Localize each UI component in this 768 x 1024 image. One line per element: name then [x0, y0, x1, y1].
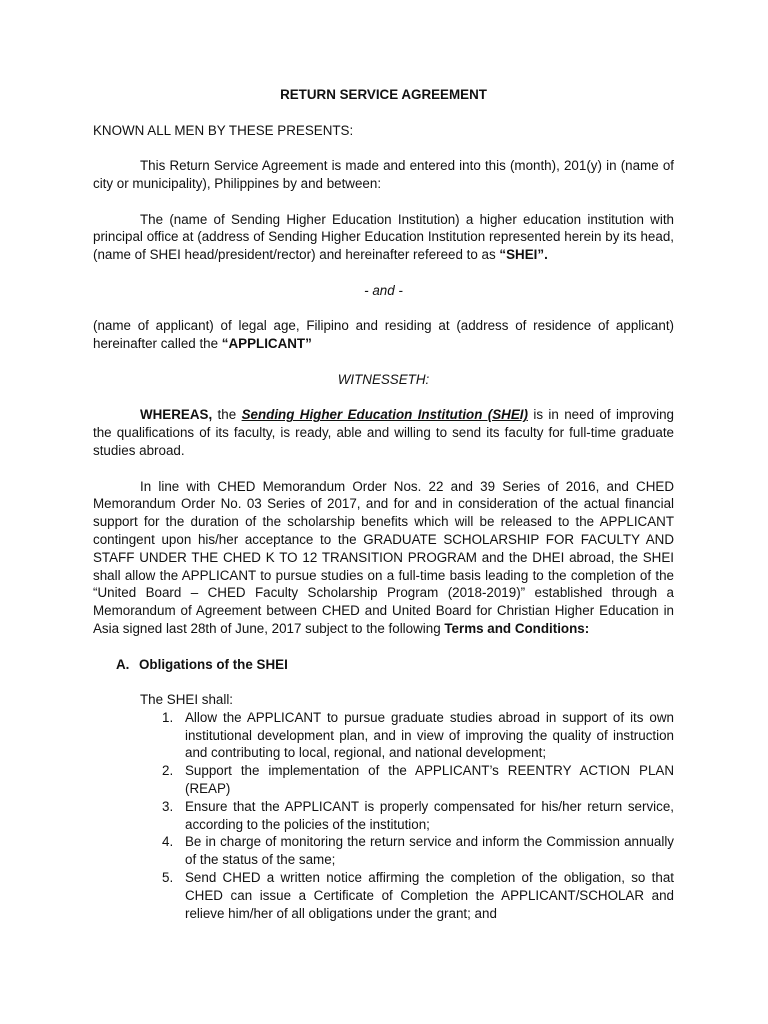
list-item — [162, 762, 674, 798]
list-item-number: 1. — [162, 709, 174, 725]
list-item-number: 2. — [162, 763, 174, 779]
terms-and-conditions: Terms and Conditions: — [444, 620, 590, 636]
and-separator: - and - — [364, 282, 403, 298]
whereas-the: the — [212, 407, 242, 423]
obligations-list — [93, 709, 674, 923]
list-item-text: Be in charge of monitoring the return service and inform the Commission annually of the status of the same; — [185, 834, 674, 868]
document-page — [93, 86, 674, 922]
party2-text: (name of applicant) of legal age, Filipino and residing at (address of residence of applicant) hereinafter called the — [93, 318, 674, 352]
party1-paragraph — [93, 211, 674, 264]
party1-alias: “SHEI”. — [499, 247, 548, 263]
list-item-text: Send CHED a written notice affirming the completion of the obligation, so that CHED can issue a Certificate of Completion the APPLICANT/SCHOLAR and relieve him/her of all obligations under the grant; and — [185, 870, 674, 921]
party2-alias: “APPLICANT” — [221, 336, 312, 352]
section-a-intro: The SHEI shall: — [140, 692, 234, 708]
witnesseth-heading: WITNESSETH: — [337, 371, 430, 387]
party2-paragraph — [93, 317, 674, 353]
whereas-rest: is in need of improving the qualifications of its faculty, is ready, able and willing to send its faculty for full-time graduate studies abroad. — [93, 407, 675, 458]
list-item-text: Allow the APPLICANT to pursue graduate studies abroad in support of its own institutional development plan, and in view of improving the quality of instruction and contributing to local, regional, and national development; — [185, 709, 674, 761]
section-a-heading — [116, 656, 674, 674]
list-item-text: Support the implementation of the APPLICANT’s REENTRY ACTION PLAN (REAP) — [185, 763, 674, 797]
list-item — [162, 709, 674, 762]
salutation: KNOWN ALL MEN BY THESE PRESENTS: — [93, 122, 354, 138]
whereas-paragraph — [93, 406, 674, 459]
list-item-number: 3. — [162, 798, 174, 814]
document-title: RETURN SERVICE AGREEMENT — [280, 87, 487, 102]
list-item — [162, 798, 674, 834]
whereas-entity: Sending Higher Education Institution (SHEI) — [241, 407, 528, 423]
list-item-number: 4. — [162, 834, 174, 850]
list-item-number: 5. — [162, 870, 174, 886]
list-item — [162, 869, 674, 922]
list-item-text: Ensure that the APPLICANT is properly compensated for his/her return service, according to the policies of the institution; — [185, 798, 674, 832]
inline-paragraph — [93, 478, 674, 638]
list-item — [162, 833, 674, 869]
intro-paragraph: This Return Service Agreement is made and entered into this (month), 201(y) in (name of city or municipality), Philippines by and between: — [93, 158, 674, 191]
inline-text: In line with CHED Memorandum Order Nos. 22 and 39 Series of 2016, and CHED Memorandum Order No. 03 Series of 2017, and for and in consideration of the actual financial support for the duration of the scholarship benefits which will be released to the APPLICANT contingent upon his/her acceptance to the GRADUATE SCHOLARSHIP FOR FACULTY AND STAFF UNDER THE CHED K TO 12 TRANSITION PROGRAM and the DHEI abroad, the SHEI shall allow the APPLICANT to pursue studies on a full-time basis leading to the completion of the “United Board – CHED Faculty Scholarship Program (2018-2019)” established through a Memorandum of Agreement between CHED and United Board for Christian Higher Education in Asia signed last 28th of June, 2017 subject to the following — [93, 478, 674, 636]
party1-text: The (name of Sending Higher Education Institution) a higher education institution with principal office at (address of Sending Higher Education Institution represented herein by its head, (name of SHEI head/president/rector) and hereinafter refereed to as — [93, 211, 674, 263]
section-a-title: Obligations of the SHEI — [139, 656, 288, 672]
section-a-letter: A. — [116, 656, 130, 672]
whereas-lead: WHEREAS, — [140, 407, 213, 423]
